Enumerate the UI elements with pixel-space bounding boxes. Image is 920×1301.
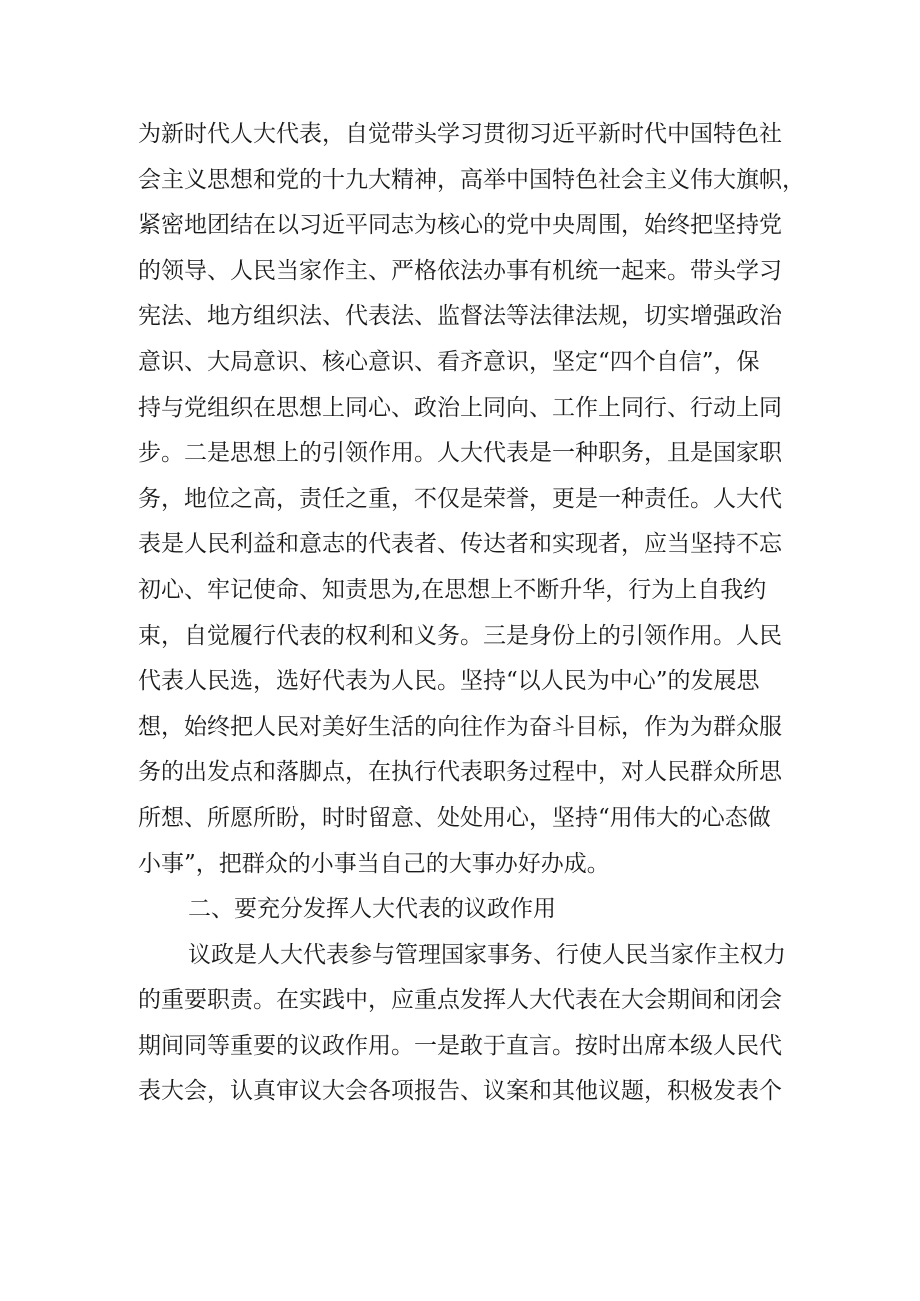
- paragraph-2: [138, 933, 818, 1115]
- text-line: 代表人民选，选好代表为人民。坚持“以人民为中心”的发展思: [138, 668, 760, 695]
- text-line: 束，自觉履行代表的权利和义务。三是身份上的引领作用。人民: [138, 622, 782, 649]
- text-line: 为新时代人大代表，自觉带头学习贯彻习近平新时代中国特色社: [138, 121, 782, 147]
- text-line: 初心、牢记使命、知责思为,在思想上不断升华，行为上自我约: [138, 576, 767, 603]
- text-line: 议政是人大代表参与管理国家事务、行使人民当家作主权力: [188, 941, 786, 968]
- section-heading: 二、要充分发挥人大代表的议政作用: [188, 896, 556, 923]
- text-line: 表大会，认真审议大会各项报告、议案和其他议题，积极发表个: [138, 1078, 782, 1105]
- text-line: 务，地位之高，责任之重，不仅是荣誉，更是一种责任。人大代: [138, 485, 782, 512]
- text-line: 的重要职责。在实践中，应重点发挥人大代表在大会期间和闭会: [138, 987, 782, 1014]
- text-line: 务的出发点和落脚点，在执行代表职务过程中，对人民群众所思: [138, 759, 782, 786]
- text-line: 表是人民利益和意志的代表者、传达者和实现者，应当坚持不忘: [138, 531, 782, 558]
- text-line: 所想、所愿所盼，时时留意、处处用心，坚持“用伟大的心态做: [138, 804, 771, 831]
- text-line: 会主义思想和党的十九大精神，高举中国特色社会主义伟大旗帜，: [138, 166, 805, 193]
- text-line: 期间同等重要的议政作用。一是敢于直言。按时出席本级人民代: [138, 1032, 782, 1059]
- text-line: 宪法、地方组织法、代表法、监督法等法律法规，切实增强政治: [138, 303, 782, 330]
- text-line: 的领导、人民当家作主、严格依法办事有机统一起来。带头学习: [138, 257, 782, 284]
- document-body: [138, 112, 818, 1115]
- paragraph-1: [138, 112, 818, 887]
- text-line: 持与党组织在思想上同心、政治上同向、工作上同行、行动上同: [138, 394, 782, 421]
- text-line: 小事”，把群众的小事当自己的大事办好办成。: [138, 850, 610, 877]
- text-line: 想，始终把人民对美好生活的向往作为奋斗目标，作为为群众服: [138, 713, 782, 740]
- text-line: 意识、大局意识、核心意识、看齐意识，坚定“四个自信”，保: [138, 348, 760, 375]
- text-line: 紧密地团结在以习近平同志为核心的党中央周围，始终把坚持党: [138, 212, 782, 239]
- text-line: 步。二是思想上的引领作用。人大代表是一种职务，且是国家职: [138, 440, 782, 467]
